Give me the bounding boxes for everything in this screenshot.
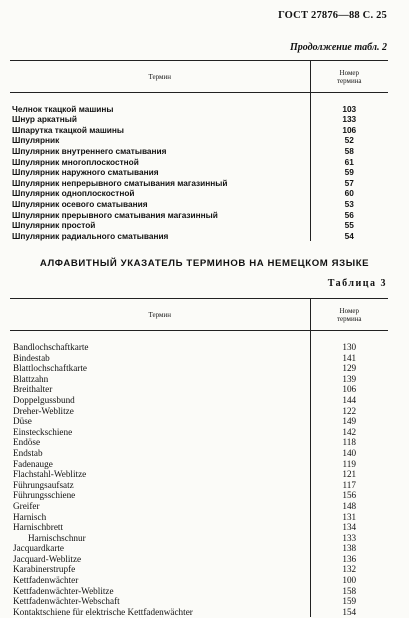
table-row (10, 178, 388, 189)
table-row (10, 427, 388, 438)
table-label: Таблица 3 (327, 278, 387, 289)
term-cell: Jacquard-Weblitze (13, 553, 82, 564)
table-row (10, 353, 388, 364)
table-row (10, 469, 388, 480)
table-row (10, 596, 388, 607)
term-cell: Düse (13, 416, 32, 427)
term-number-cell: 119 (310, 459, 388, 470)
term-number-cell: 117 (310, 480, 388, 491)
term-number-cell: 106 (310, 125, 388, 136)
table-row (10, 406, 388, 417)
term-number-cell: 129 (310, 363, 388, 374)
table-row (10, 104, 388, 115)
term-number-cell: 106 (310, 384, 388, 395)
term-number-cell: 100 (310, 575, 388, 586)
column-header-term: Термин (10, 299, 310, 331)
term-number-cell: 103 (310, 104, 388, 115)
table-row (10, 586, 388, 597)
term-number-cell: 154 (310, 607, 388, 618)
term-number-cell: 140 (310, 448, 388, 459)
term-number-cell: 134 (310, 522, 388, 533)
table-row (10, 522, 388, 533)
term-cell: Endstab (13, 447, 43, 458)
term-cell: Breithalter (13, 384, 53, 395)
spacer-cell (10, 331, 310, 343)
term-number-cell: 136 (310, 554, 388, 565)
term-number-cell: 130 (310, 342, 388, 353)
term-cell: Führungsschiene (13, 490, 76, 501)
german-terms-table (10, 298, 388, 617)
term-cell: Greifer (13, 500, 40, 511)
term-number-cell: 132 (310, 564, 388, 575)
section-title: АЛФАВИТНЫЙ УКАЗАТЕЛЬ ТЕРМИНОВ НА НЕМЕЦКОМ ЯЗЫКЕ (39, 258, 370, 269)
term-number-cell: 158 (310, 586, 388, 597)
term-cell: Blattzahn (13, 373, 49, 384)
term-number-cell: 60 (310, 188, 388, 199)
table-row (10, 135, 388, 146)
term-number-cell: 56 (310, 210, 388, 221)
table-row (10, 480, 388, 491)
term-number-cell: 58 (310, 146, 388, 157)
term-cell: Шпулярник прерывного сматывания магазинный (12, 209, 218, 220)
term-cell: Шпулярник внутреннего сматывания (12, 145, 167, 156)
term-number-cell: 131 (310, 512, 388, 523)
term-number-cell: 53 (310, 199, 388, 210)
spacer-row (10, 93, 388, 104)
table-row (10, 188, 388, 199)
term-cell: Harnischbrett (13, 522, 64, 533)
table-row (10, 533, 388, 544)
term-number-cell: 121 (310, 469, 388, 480)
term-cell: Kettfadenwächter-Webschaft (13, 596, 120, 607)
term-cell: Kettfadenwächter-Weblitze (13, 585, 114, 596)
table-row (10, 543, 388, 554)
term-number-cell: 55 (310, 220, 388, 231)
table-row (10, 167, 388, 178)
table-row (10, 157, 388, 168)
term-cell: Шпулярник одноплоскостной (12, 188, 135, 199)
term-cell: Dreher-Weblitze (13, 405, 74, 416)
column-header-number: Номер термина (336, 306, 362, 323)
table-row (10, 416, 388, 427)
column-header-number: Номер термина (336, 68, 362, 85)
term-number-cell: 139 (310, 374, 388, 385)
term-cell: Karabinerstrupfe (13, 564, 76, 575)
term-number-cell: 142 (310, 427, 388, 438)
table-row (10, 199, 388, 210)
term-number-cell: 144 (310, 395, 388, 406)
term-cell: Шпулярник непрерывного сматывания магазинный (12, 177, 228, 188)
term-cell: Jacquardkarte (13, 543, 65, 554)
table-row (10, 448, 388, 459)
table-row (10, 554, 388, 565)
term-cell: Flachstahl-Weblitze (13, 469, 87, 480)
spacer-row (10, 331, 388, 343)
term-number-cell: 133 (310, 533, 388, 544)
table-row (10, 501, 388, 512)
term-number-cell: 57 (310, 178, 388, 189)
term-cell: Челнок ткацкой машины (12, 103, 114, 114)
term-cell: Fadenauge (13, 458, 53, 469)
term-number-cell: 159 (310, 596, 388, 607)
term-cell: Kettfadenwächter (13, 575, 79, 586)
table-continuation-label: Продолжение табл. 2 (289, 42, 387, 53)
table-row (10, 395, 388, 406)
term-cell: Шнур аркатный (12, 114, 77, 125)
table-row (10, 114, 388, 125)
term-cell: Шпулярник радиального сматывания (12, 230, 169, 241)
spacer-cell (10, 93, 310, 104)
term-number-cell: 138 (310, 543, 388, 554)
table-row (10, 342, 388, 353)
term-number-cell: 118 (310, 437, 388, 448)
column-header-term: Термин (10, 61, 310, 93)
table-row (10, 231, 388, 242)
term-number-cell: 54 (310, 231, 388, 242)
term-number-cell: 52 (310, 135, 388, 146)
term-number-cell: 122 (310, 406, 388, 417)
term-cell: Шпулярник многоплоскостной (12, 156, 139, 167)
russian-terms-table (10, 60, 388, 241)
table-row (10, 220, 388, 231)
term-cell: Шпулярник простой (12, 220, 96, 231)
term-number-cell: 133 (310, 114, 388, 125)
term-cell: Führungsaufsatz (13, 479, 74, 490)
term-number-cell: 149 (310, 416, 388, 427)
table-row (10, 437, 388, 448)
term-cell: Doppelgussbund (13, 394, 75, 405)
term-cell: Шпарутка ткацкой машины (12, 124, 124, 135)
term-cell: Шпулярник наружного сматывания (12, 167, 159, 178)
table-row (10, 564, 388, 575)
table-header-row (10, 61, 388, 93)
table-row (10, 210, 388, 221)
term-cell: Bindestab (13, 352, 50, 363)
spacer-cell (310, 331, 388, 343)
term-number-cell: 156 (310, 490, 388, 501)
term-cell: Endöse (13, 437, 41, 448)
term-number-cell: 148 (310, 501, 388, 512)
term-number-cell: 141 (310, 353, 388, 364)
table-row (10, 146, 388, 157)
table-row (10, 384, 388, 395)
table-row (10, 490, 388, 501)
table-row (10, 459, 388, 470)
term-number-cell: 61 (310, 157, 388, 168)
term-cell: Шпулярник (12, 135, 60, 146)
term-cell: Kontaktschiene für elektrische Kettfadenwächter (13, 606, 193, 617)
term-cell: Шпулярник осевого сматывания (12, 198, 148, 209)
table-row (10, 125, 388, 136)
table-row (10, 607, 388, 618)
term-cell: Bandlochschaftkarte (13, 342, 89, 352)
table-row (10, 363, 388, 374)
spacer-cell (310, 93, 388, 104)
term-cell: Blattlochschaftkarte (13, 363, 87, 374)
term-cell: Harnisch (13, 511, 47, 522)
table-row (10, 374, 388, 385)
table-row (10, 512, 388, 523)
term-cell: Einsteckschiene (13, 426, 73, 437)
table-header-row (10, 299, 388, 331)
standard-header: ГОСТ 27876—88 С. 25 (278, 10, 387, 21)
term-number-cell: 59 (310, 167, 388, 178)
table-row (10, 575, 388, 586)
term-cell: Harnischschnur (28, 532, 86, 543)
